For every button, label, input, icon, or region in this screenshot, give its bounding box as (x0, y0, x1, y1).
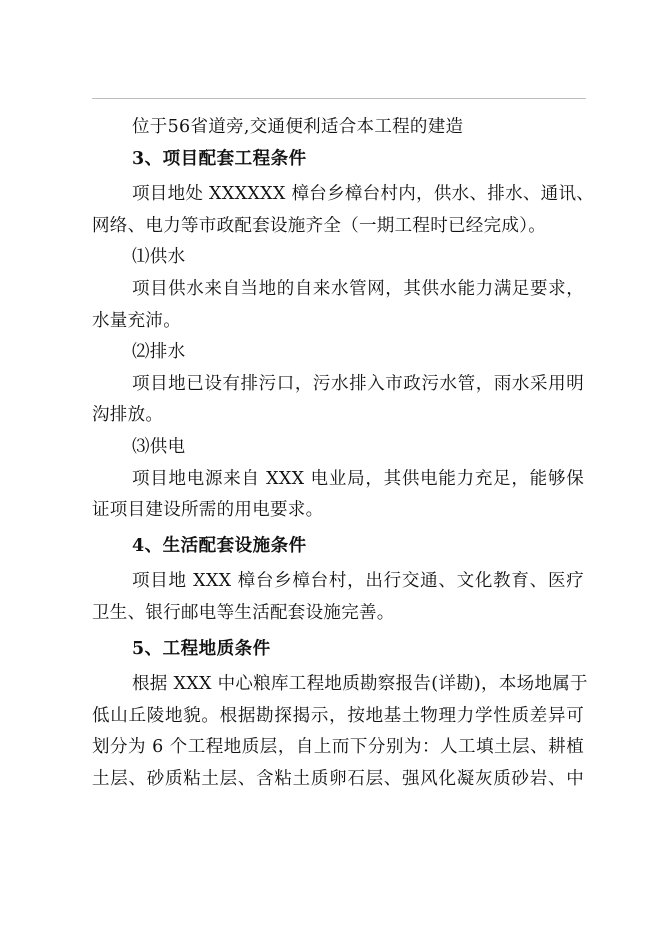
paragraph-line: 根据 XXX 中心粮库工程地质勘察报告(详勘)，本场地属于 (132, 674, 588, 695)
section-heading-3: 3、项目配套工程条件 (132, 148, 307, 169)
paragraph-line: 项目地已设有排污口，污水排入市政污水管，雨水采用明 (132, 373, 584, 394)
header-rule (92, 98, 586, 99)
paragraph-line: 证项目建设所需的用电要求。 (92, 500, 324, 521)
paragraph-line: 土层、砂质粘土层、含粘土质卵石层、强风化凝灰质砂岩、中 (92, 768, 584, 789)
paragraph-line: 项目地 XXX 樟台乡樟台村，出行交通、文化教育、医疗 (132, 571, 584, 592)
paragraph-line: 划分为 6 个工程地质层，自上而下分别为：人工填土层、耕植 (92, 737, 584, 758)
paragraph-line: 项目地处 XXXXXX 樟台乡樟台村内，供水、排水、通讯、 (132, 184, 595, 205)
subheading-power-supply: ⑶供电 (132, 436, 186, 457)
paragraph-line: 沟排放。 (92, 405, 164, 426)
paragraph-line: 项目供水来自当地的自来水管网，其供水能力满足要求， (132, 278, 584, 299)
subheading-drainage: ⑵排水 (132, 342, 186, 363)
paragraph-line: 卫生、银行邮电等生活配套设施完善。 (92, 602, 395, 623)
paragraph-line: 低山丘陵地貌。根据勘探揭示，按地基土物理力学性质差异可 (92, 705, 584, 726)
paragraph-line: 网络、电力等市政配套设施齐全（一期工程时已经完成）。 (92, 215, 547, 236)
document-body (92, 112, 595, 795)
section-heading-5: 5、工程地质条件 (132, 638, 271, 659)
paragraph-line: 位于56省道旁,交通便利适合本工程的建造 (132, 117, 464, 137)
paragraph-line: 项目地电源来自 XXX 电业局，其供电能力充足，能够保 (132, 468, 584, 489)
section-heading-4: 4、生活配套设施条件 (132, 535, 307, 556)
subheading-water-supply: ⑴供水 (132, 247, 186, 268)
paragraph-line: 水量充沛。 (92, 310, 181, 331)
